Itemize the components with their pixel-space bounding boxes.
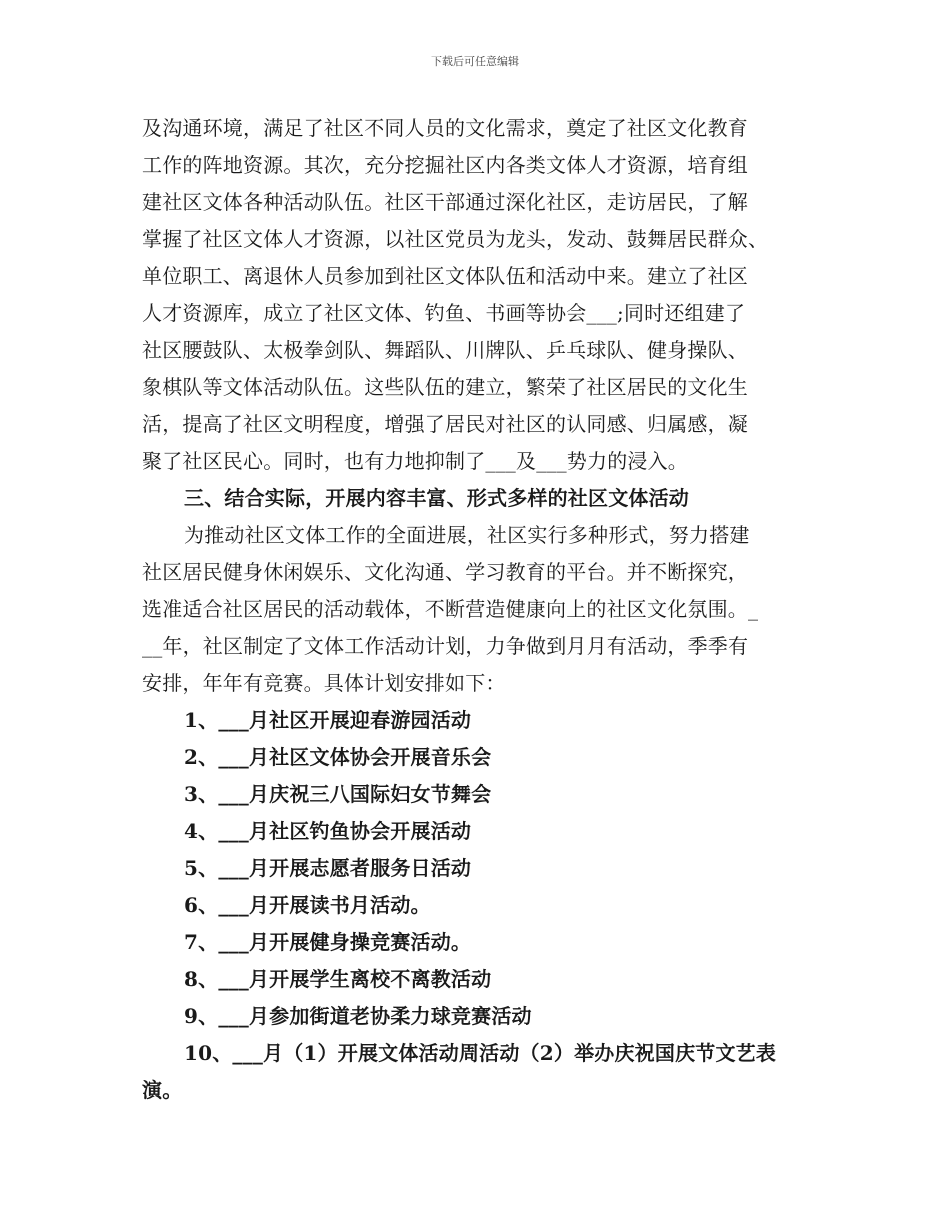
text-line: 工作的阵地资源。其次，充分挖掘社区内各类文体人才资源，培育组 bbox=[142, 153, 748, 177]
text-line: 及沟通环境，满足了社区不同人员的文化需求，奠定了社区文化教育 bbox=[142, 116, 748, 140]
text-line: 安排，年年有竞赛。具体计划安排如下： bbox=[142, 671, 506, 695]
text-line: 建社区文体各种活动队伍。社区干部通过深化社区，走访居民，了解 bbox=[142, 190, 748, 214]
list-item: 8、___月开展学生离校不离教活动 bbox=[184, 967, 492, 991]
list-item: 9、___月参加街道老协柔力球竞赛活动 bbox=[184, 1004, 532, 1028]
list-item: 4、___月社区钓鱼协会开展活动 bbox=[184, 819, 472, 843]
list-item: 6、___月开展读书月活动。 bbox=[184, 893, 431, 917]
text-line: 人才资源库，成立了社区文体、钓鱼、书画等协会___;同时还组建了 bbox=[142, 301, 746, 325]
section-heading-3: 三、结合实际，开展内容丰富、形式多样的社区文体活动 bbox=[184, 486, 689, 510]
text-line: __年，社区制定了文体工作活动计划，力争做到月月有活动，季季有 bbox=[142, 634, 749, 658]
list-item: 1、___月社区开展迎春游园活动 bbox=[184, 708, 472, 732]
text-line: 活，提高了社区文明程度，增强了居民对社区的认同感、归属感，凝 bbox=[142, 412, 748, 436]
paragraph-1 bbox=[142, 110, 822, 480]
activity-plan-list bbox=[142, 702, 822, 1109]
text-line: 象棋队等文体活动队伍。这些队伍的建立，繁荣了社区居民的文化生 bbox=[142, 375, 748, 399]
text-line: 社区居民健身休闲娱乐、文化沟通、学习教育的平台。并不断探究， bbox=[142, 560, 748, 584]
text-line: 为推动社区文体工作的全面进展，社区实行多种形式，努力搭建 bbox=[184, 523, 750, 547]
list-item: 10、___月（1）开展文体活动周活动（2）举办庆祝国庆节文艺表 bbox=[184, 1041, 777, 1065]
paragraph-2 bbox=[142, 517, 822, 702]
text-line: 聚了社区民心。同时，也有力地抑制了___及___势力的浸入。 bbox=[142, 449, 688, 473]
text-line: 单位职工、离退休人员参加到社区文体队伍和活动中来。建立了社区 bbox=[142, 264, 748, 288]
page-header: 下载后可任意编辑 bbox=[431, 55, 519, 68]
list-item: 2、___月社区文体协会开展音乐会 bbox=[184, 745, 492, 769]
text-line: 选准适合社区居民的活动载体，不断营造健康向上的社区文化氛围。_ bbox=[142, 597, 759, 621]
list-item: 5、___月开展志愿者服务日活动 bbox=[184, 856, 472, 880]
list-item-continuation: 演。 bbox=[142, 1078, 183, 1102]
text-line: 社区腰鼓队、太极拳剑队、舞蹈队、川牌队、乒乓球队、健身操队、 bbox=[142, 338, 748, 362]
document-body bbox=[142, 110, 822, 1109]
list-item: 3、___月庆祝三八国际妇女节舞会 bbox=[184, 782, 492, 806]
text-line: 掌握了社区文体人才资源，以社区党员为龙头，发动、鼓舞居民群众、 bbox=[142, 227, 769, 251]
list-item: 7、___月开展健身操竞赛活动。 bbox=[184, 930, 472, 954]
